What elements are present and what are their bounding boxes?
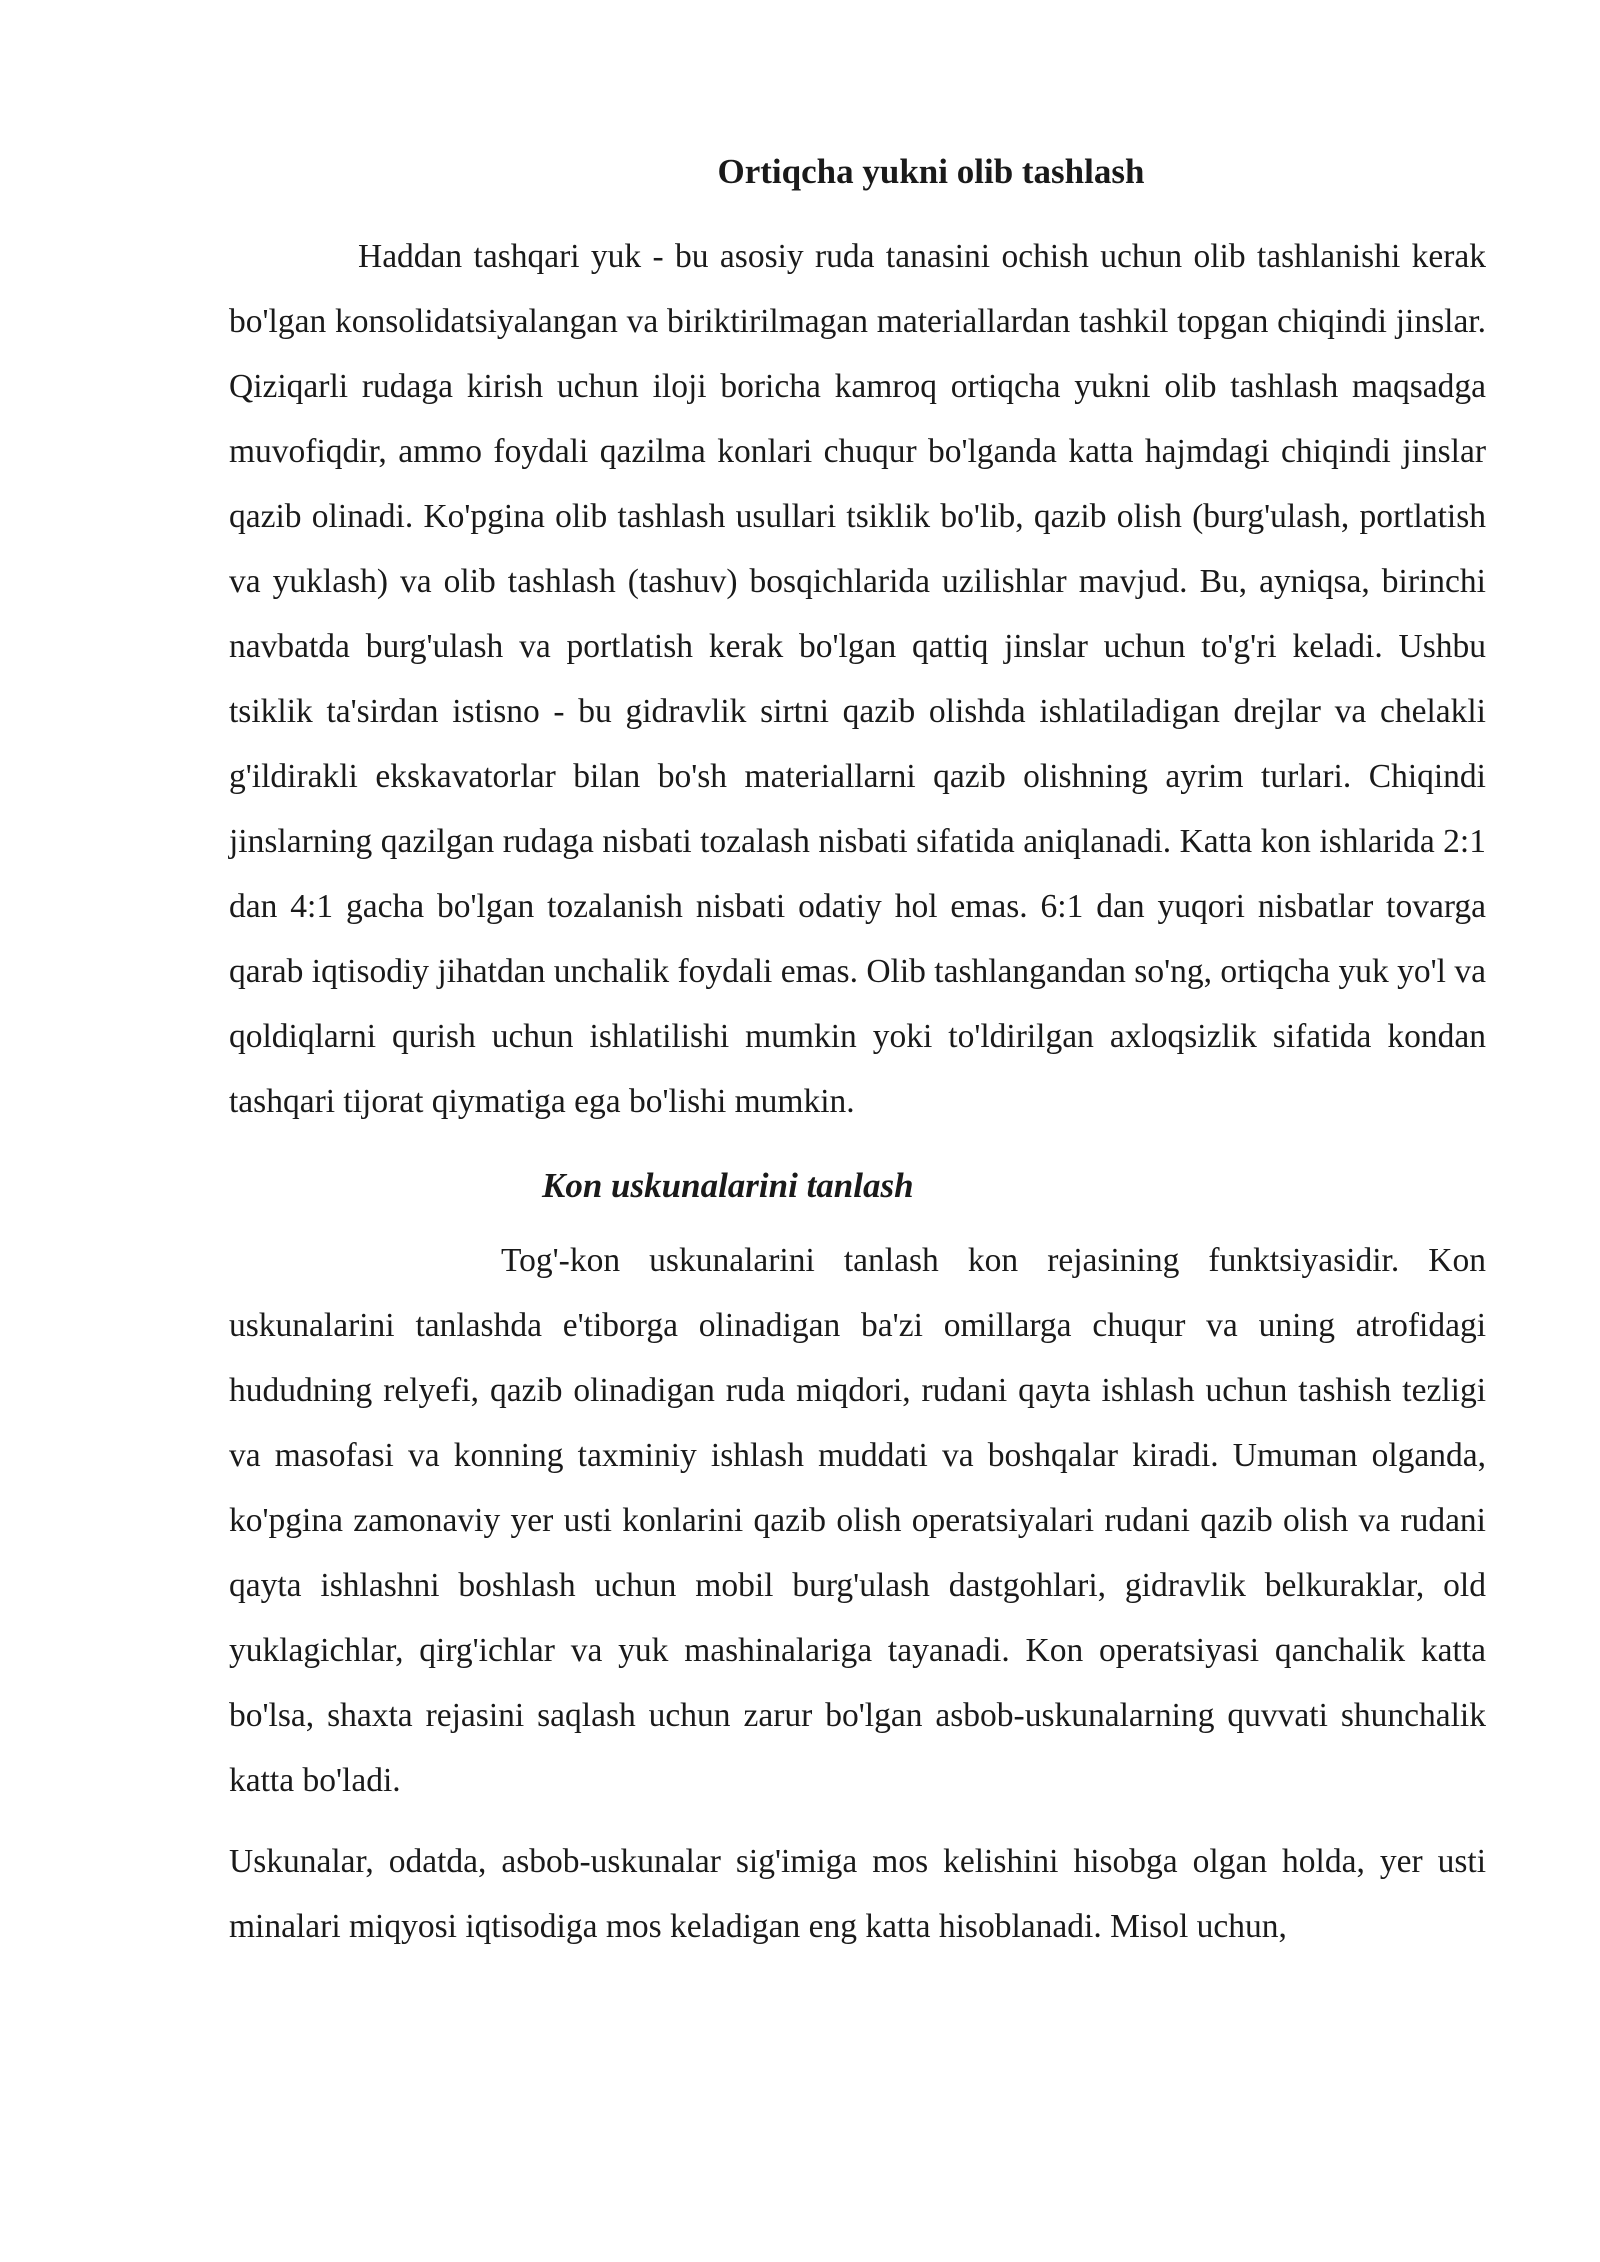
section-heading: Kon uskunalarini tanlash: [542, 1166, 914, 1205]
body-paragraph: Haddan tashqari yuk - bu asosiy ruda tanasini ochish uchun olib tashlanishi kerak bo'lgan konsolidatsiyalangan va biriktirilmagan materiallardan tashkil topgan chiqindi jinslar. Qiziqarli rudaga kirish uchun iloji boricha kamroq ortiqcha yukni olib tashlash maqsadga muvofiqdir, ammo foydali qazilma konlari chuqur bo'lganda katta hajmdagi chiqindi jinslar qazib olinadi. Ko'pgina olib tashlash usullari tsiklik bo'lib, qazib olish (burg'ulash, portlatish va yuklash) va olib tashlash (tashuv) bosqichlarida uzilishlar mavjud. Bu, ayniqsa, birinchi navbatda burg'ulash va portlatish kerak bo'lgan qattiq jinslar uchun to'g'ri keladi. Ushbu tsiklik ta'sirdan istisno - bu gidravlik sirtni qazib olishda ishlatiladigan drejlar va chelakli g'ildirakli ekskavatorlar bilan bo'sh materiallarni qazib olishning ayrim turlari. Chiqindi jinslarning qazilgan rudaga nisbati tozalash nisbati sifatida aniqlanadi. Katta kon ishlarida 2:1 dan 4:1 gacha bo'lgan tozalanish nisbati odatiy hol emas. 6:1 dan yuqori nisbatlar tovarga qarab iqtisodiy jihatdan unchalik foydali emas. Olib tashlangandan so'ng, ortiqcha yuk yo'l va qoldiqlarni qurish uchun ishlatilishi mumkin yoki to'ldirilgan axloqsizlik sifatida kondan tashqari tijorat qiymatiga ega bo'lishi mumkin.: [229, 238, 1486, 1120]
document-body: [229, 148, 1486, 1959]
body-paragraph: Tog'-kon uskunalarini tanlash kon rejasining funktsiyasidir. Kon uskunalarini tanlashda e'tiborga olinadigan ba'zi omillarga chuqur va uning atrofidagi hududning relyefi, qazib olinadigan ruda miqdori, rudani qayta ishlash uchun tashish tezligi va masofasi va konning taxminiy ishlash muddati va boshqalar kiradi. Umuman olganda, ko'pgina zamonaviy yer usti konlarini qazib olish operatsiyalari rudani qazib olish va rudani qayta ishlashni boshlash uchun mobil burg'ulash dastgohlari, gidravlik belkuraklar, old yuklagichlar, qirg'ichlar va yuk mashinalariga tayanadi. Kon operatsiyasi qanchalik katta bo'lsa, shaxta rejasini saqlash uchun zarur bo'lgan asbob-uskunalarning quvvati shunchalik katta bo'ladi.: [229, 1242, 1486, 1799]
body-paragraph: Uskunalar, odatda, asbob-uskunalar sig'imiga mos kelishini hisobga olgan holda, yer usti minalari miqyosi iqtisodiga mos keladigan eng katta hisoblanadi. Misol uchun,: [229, 1843, 1486, 1945]
page-title: Ortiqcha yukni olib tashlash: [717, 152, 1145, 191]
